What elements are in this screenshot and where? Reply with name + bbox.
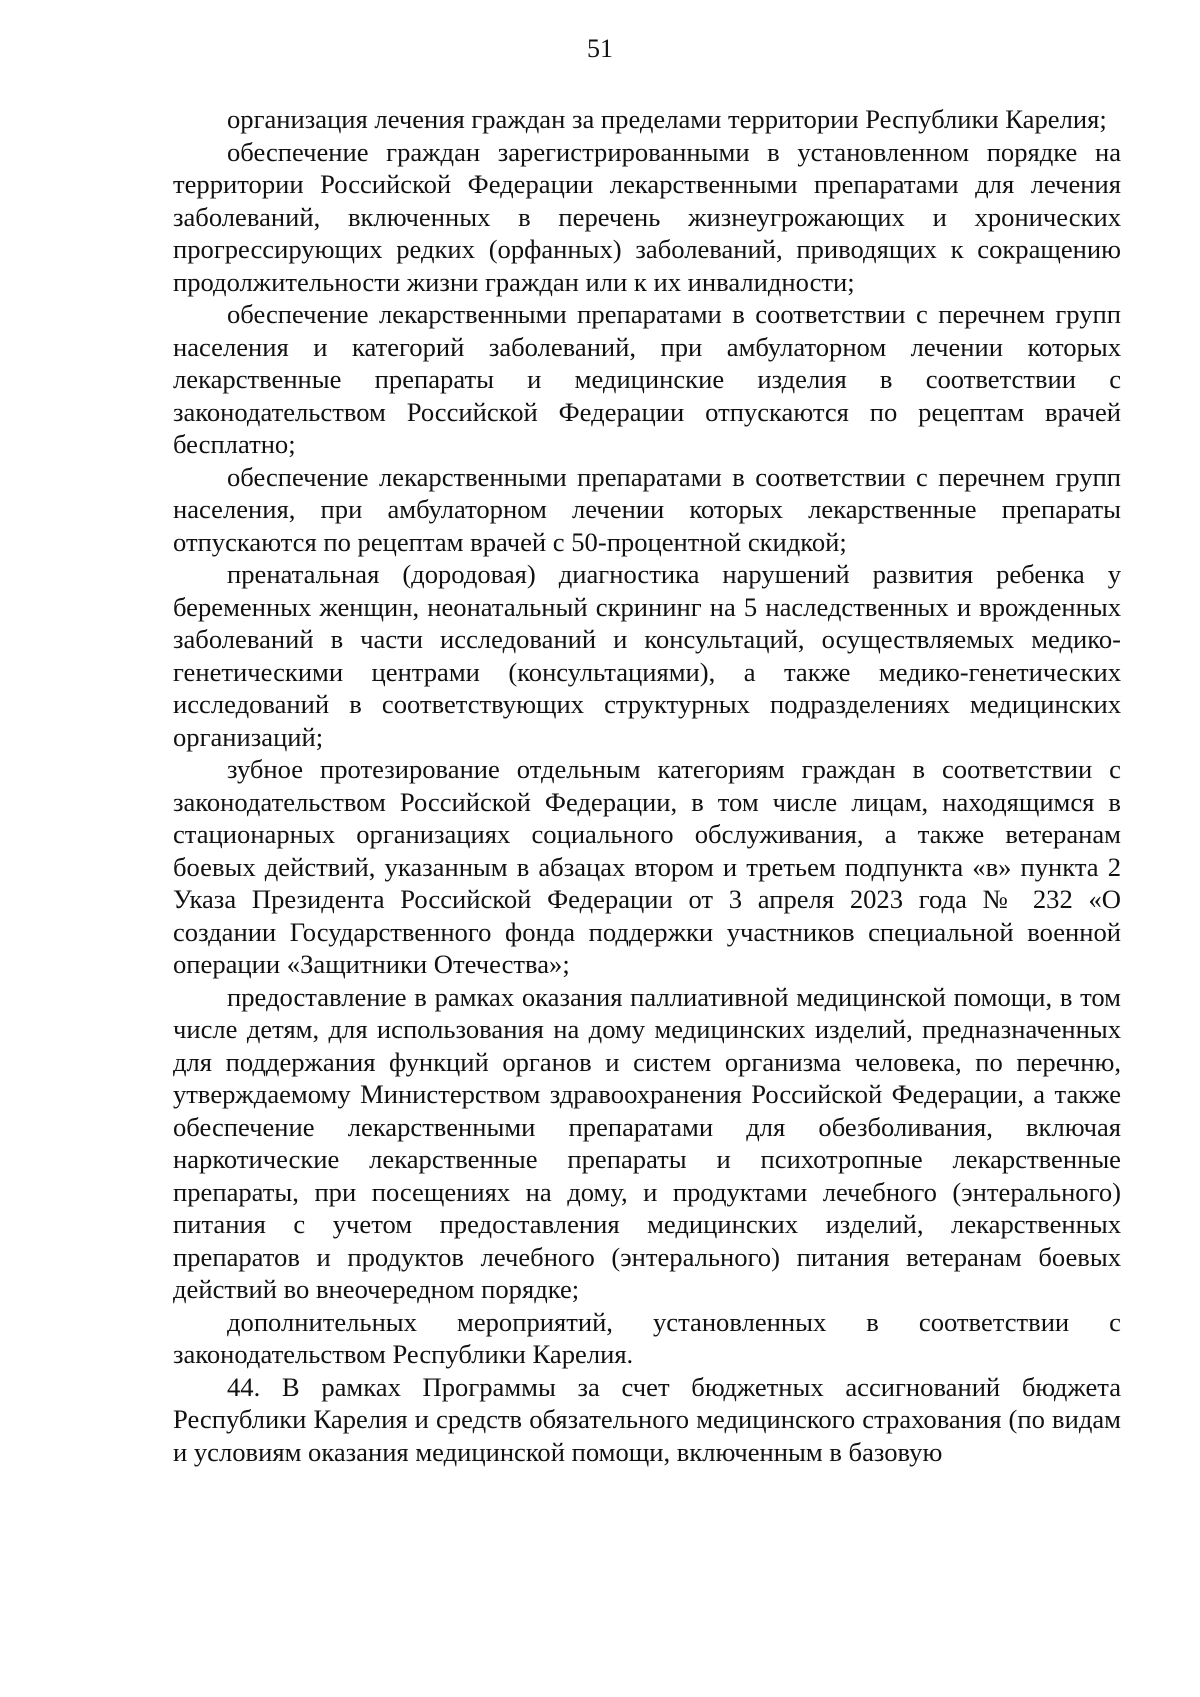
paragraph-dental-prosthetics: зубное протезирование отдельным категориям граждан в соответствии с законодательством Российской Федерации, в том числе лицам, находящимся в стационарных организациях социального обслуживания, а также ветеранам боевых действий, указанным в абзацах втором и третьем подпункта «в» пункта 2 Указа Президента Российской Федерации от 3 апреля 2023 года № 232 «О создании Государственного фонда поддержки участников специальной военной операции «Защитники Отечества»; [173,754,1121,979]
paragraph-free-prescription-drugs: обеспечение лекарственными препаратами в соответствии с перечнем групп населения и категорий заболеваний, при амбулаторном лечении которых лекарственные препараты и медицинские изделия в соответствии с законодательством Российской Федерации отпускаются по рецептам врачей бесплатно; [173,299,1121,459]
paragraph-treatment-outside-republic: организация лечения граждан за пределами территории Республики Карелия; [227,104,1107,134]
paragraph-additional-measures: дополнительных мероприятий, установленных в соответствии с законодательством Республики Карелия. [173,1306,1121,1369]
document-body [173,103,1121,1468]
paragraph-orphan-disease-drugs: обеспечение граждан зарегистрированными в установленном порядке на территории Российской Федерации лекарственными препаратами для лечения заболеваний, включенных в перечень жизнеугрожающих и хронических прогрессирующих редких (орфанных) заболеваний, приводящих к сокращению продолжительности жизни граждан или к их инвалидности; [173,136,1121,297]
paragraph-discount-prescription-drugs: обеспечение лекарственными препаратами в соответствии с перечнем групп населения, при амбулаторном лечении которых лекарственные препараты отпускаются по рецептам врачей с 50-процентной скидкой; [173,461,1121,557]
page-number: 51 [587,34,613,63]
paragraph-item-44: 44. В рамках Программы за счет бюджетных ассигнований бюджета Республики Карелия и средств обязательного медицинского страхования (по видам и условиям оказания медицинской помощи, включенным в базовую [173,1371,1121,1467]
paragraph-prenatal-diagnostics: пренатальная (дородовая) диагностика нарушений развития ребенка у беременных женщин, неонатальный скрининг на 5 наследственных и врожденных заболеваний в части исследований и консультаций, осуществляемых медико-генетическими центрами (консультациями), а также медико-генетических исследований в соответствующих структурных подразделениях медицинских организаций; [173,559,1121,752]
paragraph-palliative-care: предоставление в рамках оказания паллиативной медицинской помощи, в том числе детям, для использования на дому медицинских изделий, предназначенных для поддержания функций органов и систем организма человека, по перечню, утверждаемому Министерством здравоохранения Российской Федерации, а также обеспечение лекарственными препаратами для обезболивания, включая наркотические лекарственные препараты и психотропные лекарственные препараты, при посещениях на дому, и продуктами лечебного (энтерального) питания с учетом предоставления медицинских изделий, лекарственных препаратов и продуктов лечебного (энтерального) питания ветеранам боевых действий во внеочередном порядке; [173,981,1121,1304]
